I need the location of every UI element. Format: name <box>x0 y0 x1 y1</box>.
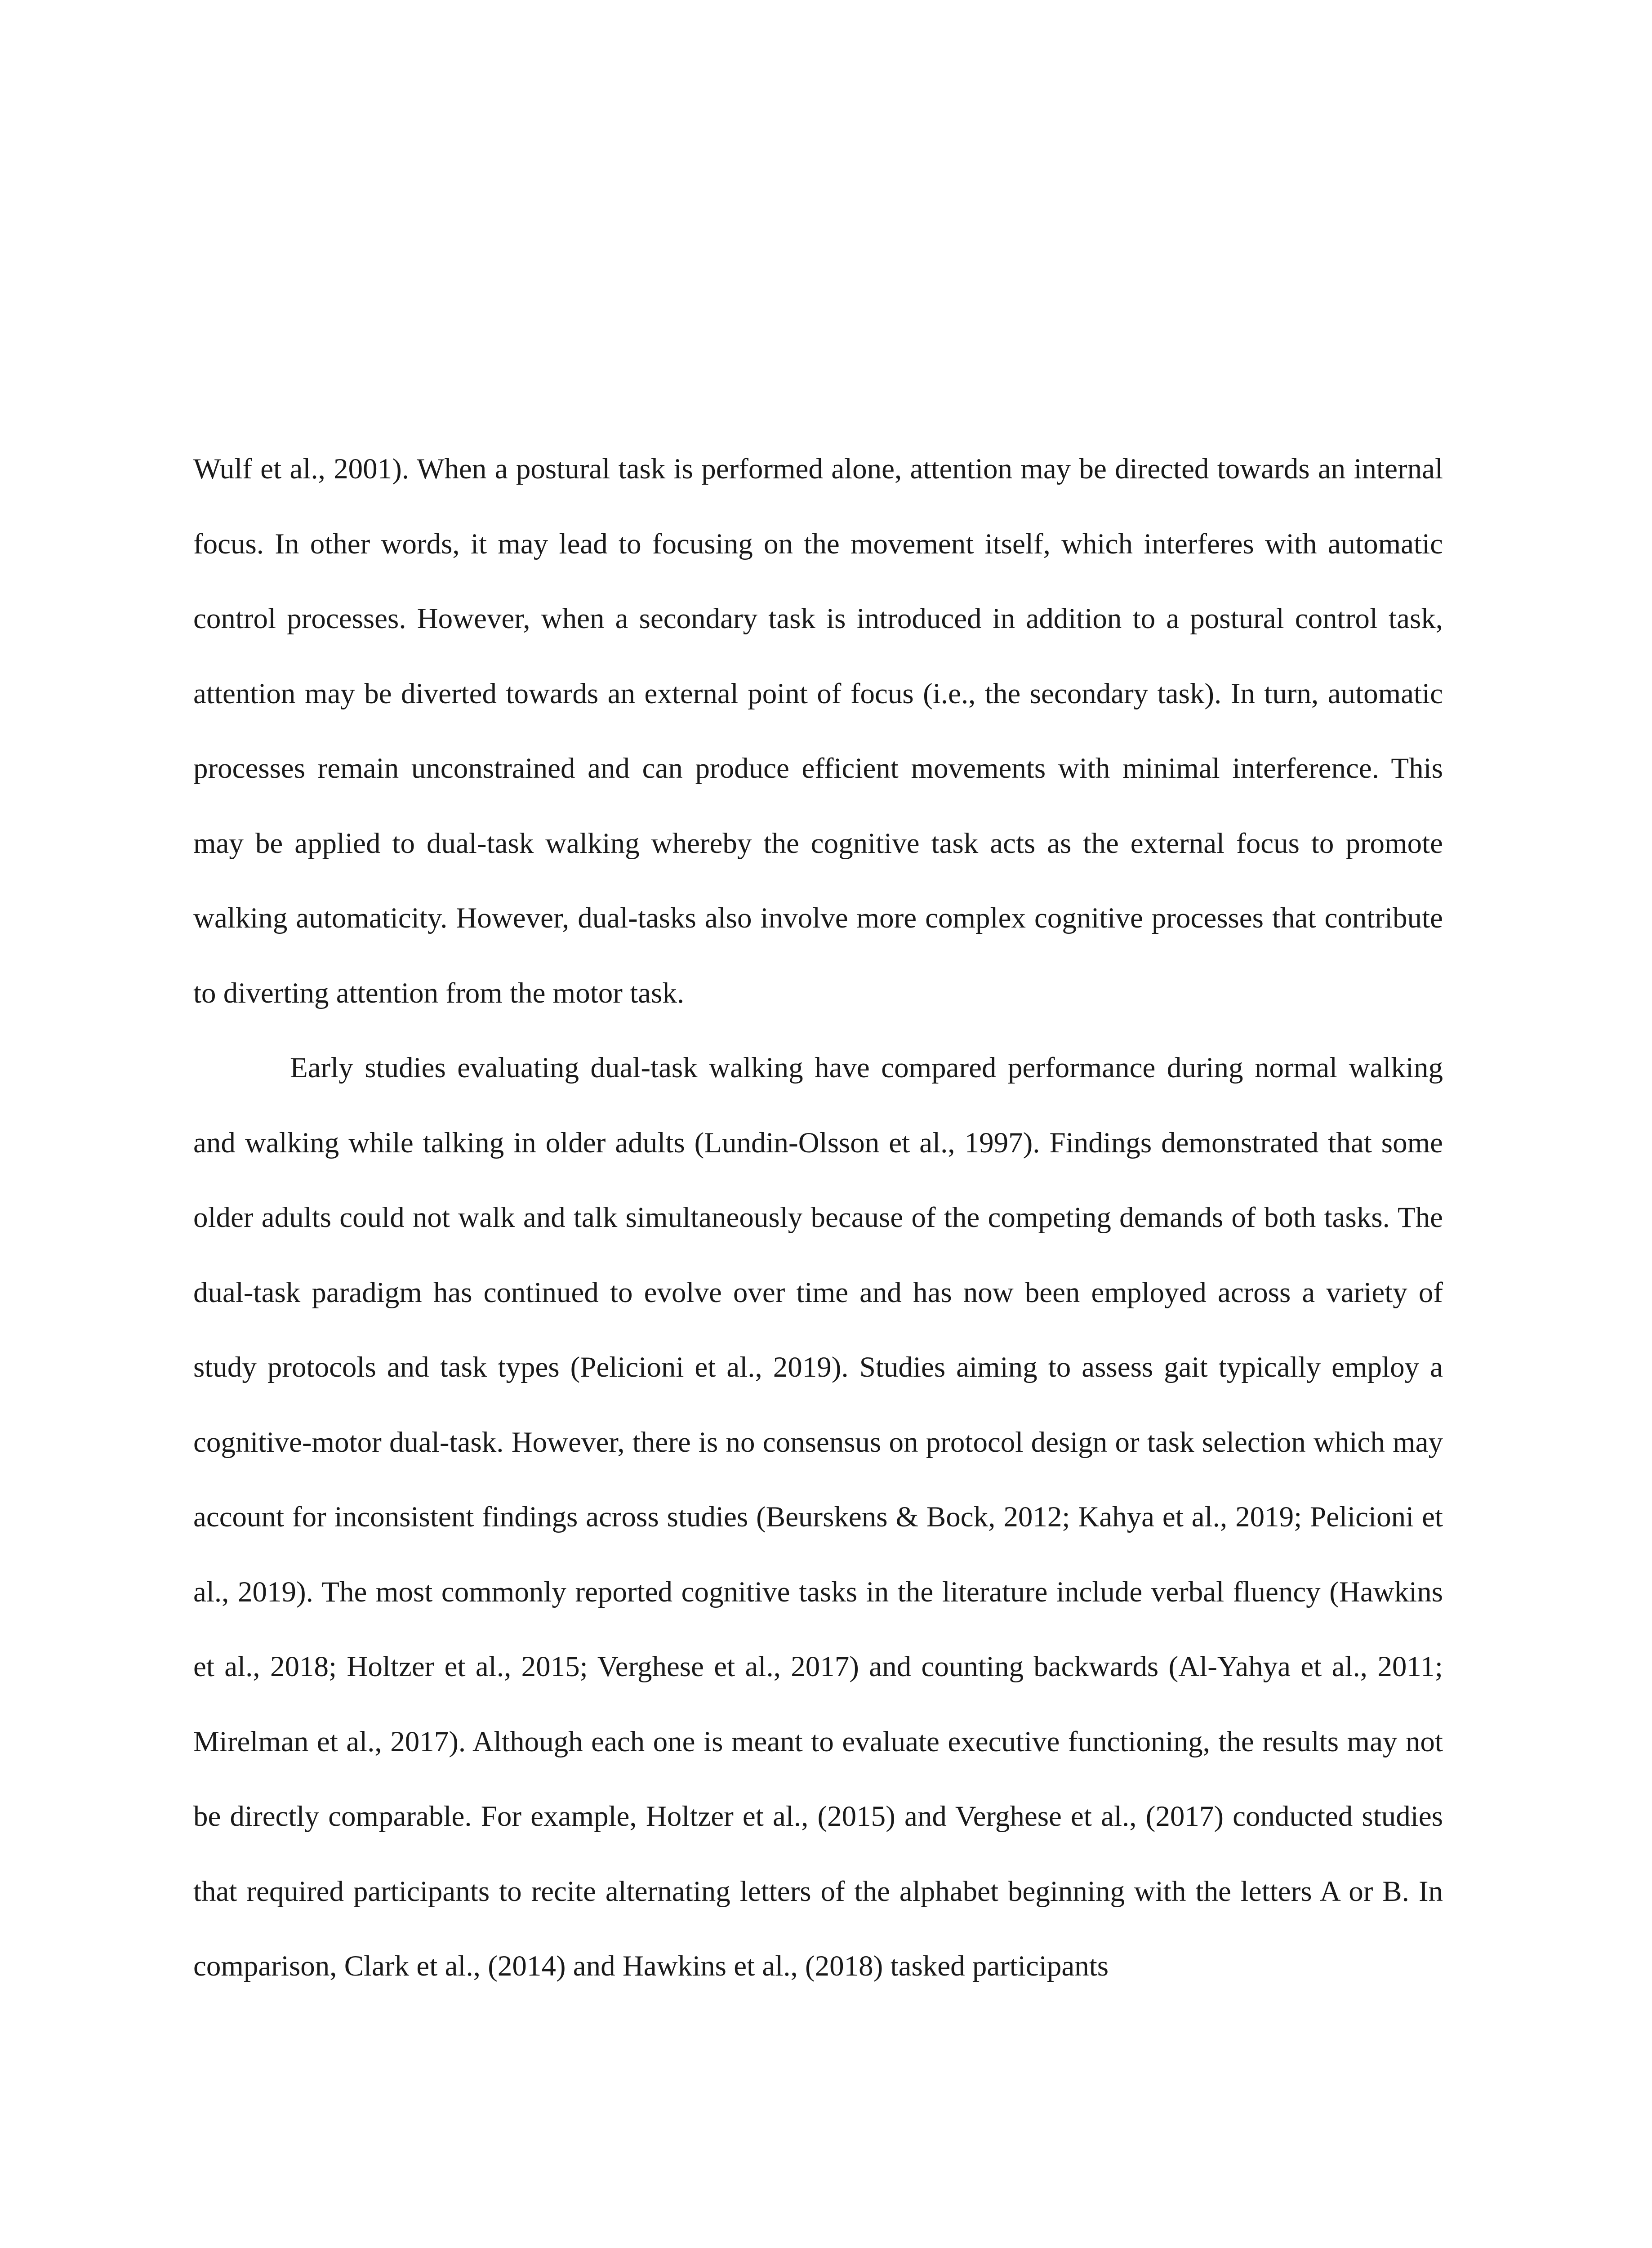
body-text <box>193 432 1443 2004</box>
paragraph-1: Wulf et al., 2001). When a postural task is performed alone, attention may be directed towards an internal focus. In other words, it may lead to focusing on the movement itself, which interferes with automatic control processes. However, when a secondary task is introduced in addition to a postural control task, attention may be diverted towards an external point of focus (i.e., the secondary task). In turn, automatic processes remain unconstrained and can produce efficient movements with minimal interference. This may be applied to dual-task walking whereby the cognitive task acts as the external focus to promote walking automaticity. However, dual-tasks also involve more complex cognitive processes that contribute to diverting attention from the motor task. <box>193 453 1443 1009</box>
paragraph-2: Early studies evaluating dual-task walking have compared performance during normal walking and walking while talking in older adults (Lundin-Olsson et al., 1997). Findings demonstrated that some older adults could not walk and talk simultaneously because of the competing demands of both tasks. The dual-task paradigm has continued to evolve over time and has now been employed across a variety of study protocols and task types (Pelicioni et al., 2019). Studies aiming to assess gait typically employ a cognitive-motor dual-task. However, there is no consensus on protocol design or task selection which may account for inconsistent findings across studies (Beurskens & Bock, 2012; Kahya et al., 2019; Pelicioni et al., 2019). The most commonly reported cognitive tasks in the literature include verbal fluency (Hawkins et al., 2018; Holtzer et al., 2015; Verghese et al., 2017) and counting backwards (Al-Yahya et al., 2011; Mirelman et al., 2017). Although each one is meant to evaluate executive functioning, the results may not be directly comparable. For example, Holtzer et al., (2015) and Verghese et al., (2017) conducted studies that required participants to recite alternating letters of the alphabet beginning with the letters A or B. In comparison, Clark et al., (2014) and Hawkins et al., (2018) tasked participants <box>193 1052 1443 1982</box>
